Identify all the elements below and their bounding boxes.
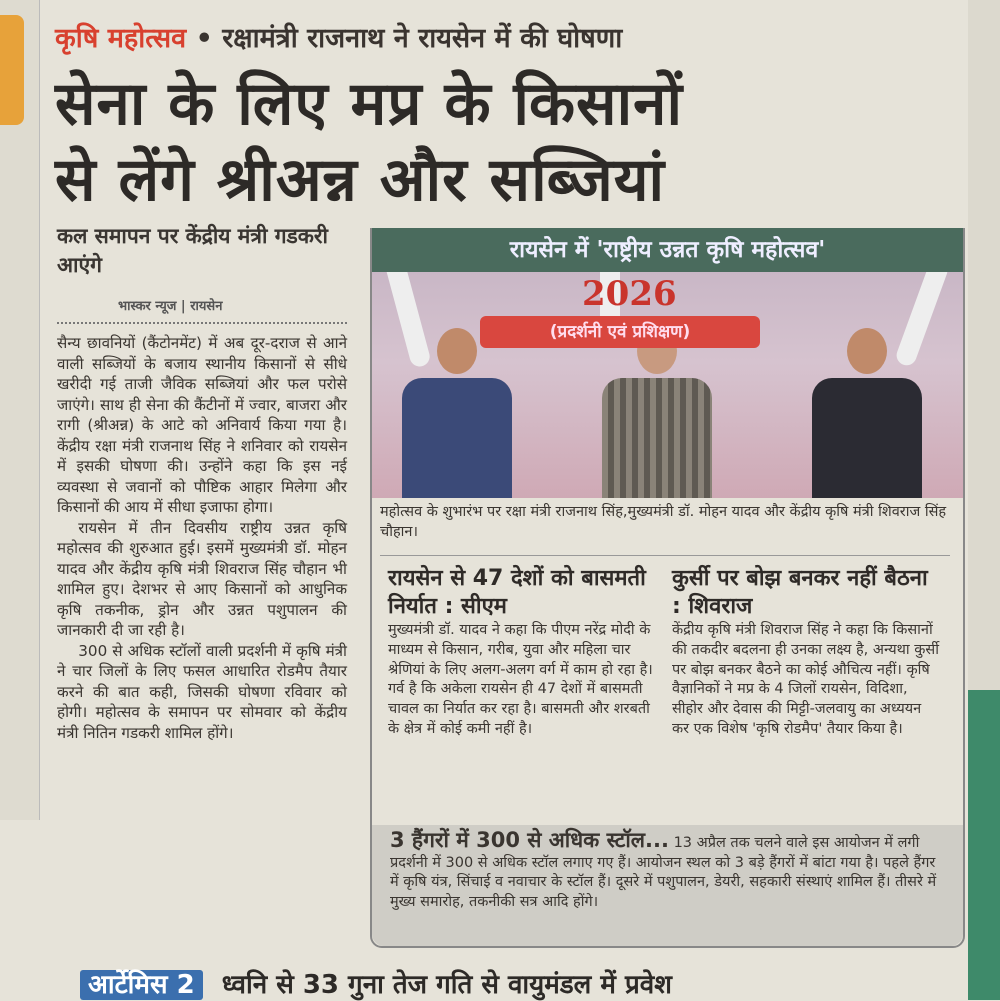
kicker-label: कृषि महोत्सव: [55, 23, 187, 54]
adjacent-ad-block: [968, 690, 1000, 1000]
side-article-title: रायसेन से 47 देशों को बासमती निर्यात : सीएम: [388, 566, 646, 619]
side-article-body: मुख्यमंत्री डॉ. यादव ने कहा कि पीएम नरेंद्र मोदी के माध्यम से किसान, गरीब, युवा और महिला चार श्रेणियां के लिए अलग-अलग वर्ग में काम हो रहा है। गर्व है कि अकेला रायसेन ही 47 देशों में बासमती चावल का निर्यात कर रहा है। बासमती और शरबती के क्षेत्र में कोई कमी नहीं है।: [388, 622, 653, 737]
paragraph: सैन्य छावनियों (कैंटोनमेंट) में अब दूर-दराज से आने वाली सब्जियों के बजाय स्थानीय किसानों से सीधे खरीदी गई ताजी जैविक सब्जियां और फल परोसे जाएंगे। साथ ही सेना की कैंटीनों में ज्वार, बाजरा और रागी (श्रीअन्न) के आटे को अनिवार्य किया गया है। केंद्रीय रक्षा मंत्री राजनाथ सिंह ने शनिवार को रायसेन में इसकी घोषणा की। उन्होंने कहा कि इस नई व्यवस्था से जवानों को पौष्टिक आहार मिलेगा और किसानों की आय में सीधा इजाफा होगा।: [57, 334, 347, 516]
photo-caption: महोत्सव के शुभारंभ पर रक्षा मंत्री राजनाथ सिंह,मुख्यमंत्री डॉ. मोहन यादव और केंद्रीय कृषि मंत्री शिवराज सिंह चौहान।: [380, 504, 947, 540]
side-article-shivraj: [672, 565, 942, 740]
paragraph: 300 से अधिक स्टॉलों वाली प्रदर्शनी में कृषि मंत्री ने चार जिलों के लिए फसल आधारित रोडमैप तैयार करने की बात कही, जिसकी घोषणा रविवार को होगी। महोत्सव के समापन पर सोमवार को केंद्रीय मंत्री नितिन गडकरी शामिल होंगे।: [57, 641, 347, 742]
adjacent-page-edge-left: [0, 0, 40, 820]
side-article-body: केंद्रीय कृषि मंत्री शिवराज सिंह ने कहा कि किसानों की तकदीर बदलना ही उनका लक्ष्य है, अन्यथा कुर्सी पर बोझ बनकर बैठने का कोई औचित्य नहीं। कृषि वैज्ञानिकों ने मप्र के 4 जिलों रायसेन, विदिशा, सीहोर और देवास की मिट्टी-जलवायु का अध्ययन कर एक विशेष 'कृषि रोडमैप' तैयार किया है।: [672, 622, 939, 737]
info-box-title: 3 हैंगरों में 300 से अधिक स्टॉल...: [390, 828, 669, 852]
next-story: [80, 965, 672, 1001]
section-tab: [0, 15, 24, 125]
subhead: कल समापन पर केंद्रीय मंत्री गडकरी आएंगे: [57, 224, 328, 277]
info-box: [372, 825, 963, 946]
article-body: [57, 333, 347, 743]
banner-text: (प्रदर्शनी एवं प्रशिक्षण): [480, 316, 760, 348]
headline-line-2: से लेंगे श्रीअन्न और सब्जियां: [55, 145, 666, 215]
divider: [57, 322, 347, 324]
photo-header: रायसेन में 'राष्ट्रीय उन्नत कृषि महोत्सव': [372, 228, 963, 272]
side-article-title: कुर्सी पर बोझ बनकर नहीं बैठना : शिवराज: [672, 566, 928, 619]
divider: [380, 555, 950, 556]
kicker: [55, 18, 622, 55]
info-box-body: 13 अप्रैल तक चलने वाले इस आयोजन में लगी प्रदर्शनी में 300 से अधिक स्टॉल लगाए गए हैं। आयोजन स्थल को 3 बड़े हैंगरों में बांटा गया है। पहले हैंगर में कृषि यंत्र, सिंचाई व नवाचार के स्टॉल हैं। दूसरे में पशुपालन, डेयरी, सहकारी संस्थाएं शामिल हैं। तीसरे में मुख्य समारोह, तकनीकी सत्र आदि होंगे।: [390, 835, 937, 910]
kicker-text: • रक्षामंत्री राजनाथ ने रायसेन में की घोषणा: [195, 23, 623, 54]
next-story-headline: ध्वनि से 33 गुना तेज गति से वायुमंडल में प्रवेश: [221, 970, 672, 1000]
headline-line-1: सेना के लिए मप्र के किसानों: [55, 69, 683, 139]
person-left: [402, 328, 512, 498]
paragraph: रायसेन में तीन दिवसीय राष्ट्रीय उन्नत कृषि महोत्सव की शुरुआत हुई। इसमें मुख्यमंत्री डॉ. मोहन यादव और केंद्रीय कृषि मंत्री शिवराज सिंह चौहान भी शामिल हुए। देशभर से आए किसानों को आधुनिक कृषि तकनीक, ड्रोन और उन्नत पशुपालन की जानकारी दी जा रही है।: [57, 518, 347, 639]
next-story-label: आर्टेमिस 2: [80, 970, 203, 1000]
banner-year: 2026: [582, 274, 677, 314]
person-center: [602, 328, 712, 498]
byline: भास्कर न्यूज | रायसेन: [118, 299, 223, 314]
headline: [55, 66, 975, 218]
person-right: [812, 328, 922, 498]
side-article-cm: [388, 565, 658, 740]
news-photo: [372, 272, 963, 498]
